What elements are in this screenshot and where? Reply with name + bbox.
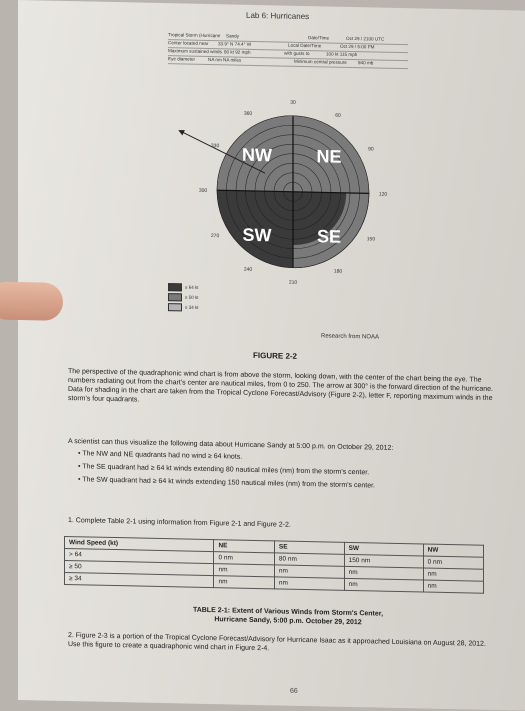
wind-extent-table xyxy=(64,536,484,594)
list-item: • The SE quadrant had ≥ 64 kt winds extending 80 nautical miles (nm) from the storm's center. xyxy=(78,463,370,477)
storm-info-row: Maximum sustained winds 80 kt 92 mph with gusts to 100 kt 115 mph xyxy=(168,48,408,61)
storm-info-box xyxy=(168,32,408,93)
textbook-page xyxy=(18,0,525,711)
degree-label: 90 xyxy=(368,146,374,153)
table-row: > 64 0 nm 80 nm 150 nm 0 nm xyxy=(65,548,484,569)
scenario-paragraph: A scientist can thus visualize the following data about Hurricane Sandy at 5:00 p.m. on October 29, 2012: xyxy=(68,438,394,452)
page-number: 66 xyxy=(290,687,298,695)
table-header-row: Wind Speed (kt) NE SE SW NW xyxy=(65,536,484,557)
degree-label: 360 xyxy=(243,110,253,117)
degree-label: 30 xyxy=(290,99,296,106)
table-row: ≥ 50 nm nm nm nm xyxy=(65,560,484,581)
storm-info-row: Tropical Storm (Hurricane Sandy Date/Time Oct 29 / 2100 UTC xyxy=(168,32,408,45)
quadrant-label: NE xyxy=(316,146,342,167)
quadraphonic-wind-chart xyxy=(168,89,418,299)
storm-info-row: Eye diameter NA nm NA miles Minimum central pressure 940 mb xyxy=(168,56,408,69)
storm-info-row: Center located near 33.9° N 74.4° W Local Date/Time Oct 29 / 5:00 PM xyxy=(168,40,408,53)
quadrant-label: SW xyxy=(242,224,272,246)
legend-swatch xyxy=(168,303,182,311)
degree-label: 150 xyxy=(366,236,376,243)
degree-label: 210 xyxy=(288,279,298,286)
quadrant-label: SE xyxy=(316,226,342,247)
list-item: • The SW quadrant had ≥ 64 kt winds extending 150 nautical miles (nm) from the storm's center. xyxy=(78,476,375,490)
quadrant-label: NW xyxy=(242,144,272,166)
figure-title: FIGURE 2-2 xyxy=(253,350,298,361)
instruction-2: 2. Figure 2-3 is a portion of the Tropical Cyclone Forecast/Advisory for Hurricane Isaac as it approached Louisiana on August 28, 2012. Use this figure to create a quadraphonic wind chart in Figure 2-4. xyxy=(68,632,486,653)
degree-label: 300 xyxy=(198,187,208,194)
thumb xyxy=(0,281,63,321)
bullet-list xyxy=(78,449,498,497)
figure-credit: Research from NOAA xyxy=(321,333,380,341)
degree-label: 270 xyxy=(210,233,220,240)
legend-item: ≥ 64 kt xyxy=(168,283,198,292)
legend-item: ≥ 34 kt xyxy=(168,303,198,312)
table-row: ≥ 34 nm nm nm nm xyxy=(65,572,484,593)
legend-swatch xyxy=(168,283,182,291)
degree-label: 180 xyxy=(333,268,343,275)
list-item: • The NW and NE quadrants had no wind ≥ 64 knots. xyxy=(78,450,243,461)
chart-legend xyxy=(168,283,198,314)
degree-label: 60 xyxy=(335,112,341,119)
intro-paragraph: The perspective of the quadraphonic wind chart is from above the storm, looking down, with the center of the chart being the eye. The numbers radiating out from the chart's center are nautical miles, from 0 to 250. The arrow at 300° is the forward direction of the hurricane. Data for shading in the chart are taken from the Tropical Cyclone Forecast/Advisory (Figure 2-2), letter F, reporting maximum winds in the storm's four quadrants. xyxy=(68,368,493,404)
degree-label: 120 xyxy=(378,191,388,198)
table-caption: TABLE 2-1: Extent of Various Winds from Storm's Center, Hurricane Sandy, 5:00 p.m. October 29, 2012 xyxy=(192,606,384,627)
page-header: Lab 6: Hurricanes xyxy=(246,10,310,22)
legend-swatch xyxy=(168,293,182,301)
legend-item: ≥ 50 kt xyxy=(168,293,198,302)
wind-chart-svg xyxy=(168,89,418,294)
instruction-1: 1. Complete Table 2-1 using information from Figure 2-1 and Figure 2-2. xyxy=(68,517,291,529)
degree-label: 330 xyxy=(210,143,220,150)
degree-label: 240 xyxy=(243,266,253,273)
